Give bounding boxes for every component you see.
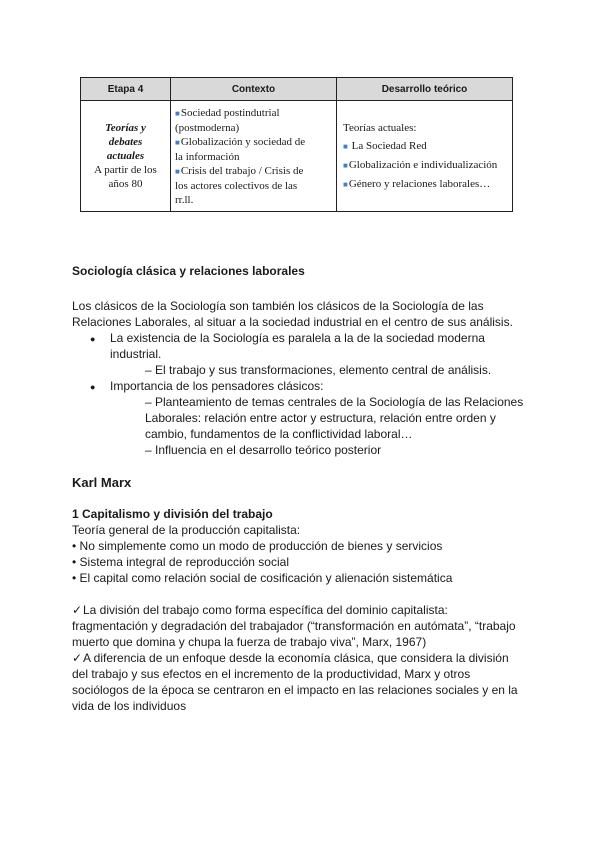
list-item: • Sistema integral de reproducción social (72, 555, 289, 569)
desarrollo-item: ■Globalización e individualización (343, 158, 498, 171)
check1-line: muerto que domina y chupa la fuerza de trabajo viva”, Marx, 1967) (72, 635, 427, 649)
etapa-cell (81, 101, 171, 212)
etapa-sub-line: años 80 (108, 178, 143, 190)
section2-subtitle: 1 Capitalismo y división del trabajo (72, 507, 273, 521)
list-item: • No simplemente como un modo de producción de bienes y servicios (72, 539, 443, 553)
section2-title: Karl Marx (72, 475, 132, 490)
contexto-cell (171, 101, 337, 212)
check2-line: del trabajo y sus efectos en el incremento de la productividad, Marx y otros (72, 667, 471, 681)
bullet1-sub: – El trabajo y sus transformaciones, elemento central de análisis. (145, 363, 492, 377)
desarrollo-cell (337, 101, 513, 212)
list-item: • El capital como relación social de cosificación y alienación sistemática (72, 571, 453, 585)
bullet2-sub-line: Laborales: relación entre actor y estructura, relación entre orden y (145, 411, 496, 425)
contexto-line: ■Sociedad postindutrial (175, 106, 280, 119)
bullet1-line: industrial. (110, 347, 162, 361)
desarrollo-intro: Teorías actuales: (343, 121, 417, 134)
table-header-row (81, 78, 513, 101)
contexto-line: la información (175, 150, 240, 163)
square-bullet-icon: ■ (343, 141, 348, 151)
etapa-table (80, 77, 513, 212)
square-bullet-icon: ■ (343, 160, 348, 170)
bullet2-sub-line: cambio, fundamentos de la conflictividad laboral… (145, 427, 413, 441)
table-row (81, 101, 513, 212)
paragraph-line: Los clásicos de la Sociología son también los clásicos de la Sociología de las (72, 299, 484, 313)
bullet2-sub-line: – Planteamiento de temas centrales de la Sociología de las Relaciones (145, 395, 524, 409)
check2-line: sociólogos de la época se centraron en el impacto en las relaciones sociales y en la (72, 683, 518, 697)
bullet1-line: La existencia de la Sociología es paralela a la de la sociedad moderna (110, 331, 485, 345)
bullet-dot-icon: ● (90, 382, 96, 392)
square-bullet-icon: ■ (343, 179, 348, 189)
etapa-title-line: Teorías y (105, 122, 146, 134)
desarrollo-item: ■Género y relaciones laborales… (343, 177, 491, 190)
header-desarrollo: Desarrollo teórico (337, 78, 513, 101)
paragraph-line: Relaciones Laborales, al situar a la sociedad industrial en el centro de sus análisis. (72, 315, 513, 329)
square-bullet-icon: ■ (175, 108, 180, 118)
header-contexto: Contexto (171, 78, 337, 101)
square-bullet-icon: ■ (175, 137, 180, 147)
contexto-line: los actores colectivos de las (175, 179, 298, 192)
desarrollo-item: ■ La Sociedad Red (343, 139, 427, 152)
section2-intro: Teoría general de la producción capitalista: (72, 523, 301, 537)
checkmark-icon: ✓ (72, 651, 83, 665)
checkmark-icon: ✓ (72, 603, 83, 617)
square-bullet-icon: ■ (175, 166, 180, 176)
section1-title: Sociología clásica y relaciones laborales (72, 264, 305, 278)
check1-line: fragmentación y degradación del trabajador (“transformación en autómata”, “trabajo (72, 619, 516, 633)
etapa-title-line: debates (108, 136, 143, 148)
contexto-line: (postmoderna) (175, 121, 240, 134)
contexto-line: rr.ll. (175, 193, 194, 206)
check1-line: ✓La división del trabajo como forma específica del dominio capitalista: (72, 603, 448, 617)
etapa-title-line: actuales (106, 150, 145, 162)
contexto-line: ■Globalización y sociedad de (175, 135, 306, 148)
bullet2-sub-line: – Influencia en el desarrollo teórico posterior (145, 443, 382, 457)
check2-line: ✓A diferencia de un enfoque desde la economía clásica, que considera la división (72, 651, 509, 665)
header-etapa: Etapa 4 (81, 78, 171, 101)
etapa-sub-line: A partir de los (94, 164, 157, 176)
bullet2-line: Importancia de los pensadores clásicos: (110, 379, 324, 393)
check2-line: vida de los individuos (72, 699, 187, 713)
contexto-line: ■Crisis del trabajo / Crisis de (175, 164, 304, 177)
bullet-dot-icon: ● (90, 334, 96, 344)
